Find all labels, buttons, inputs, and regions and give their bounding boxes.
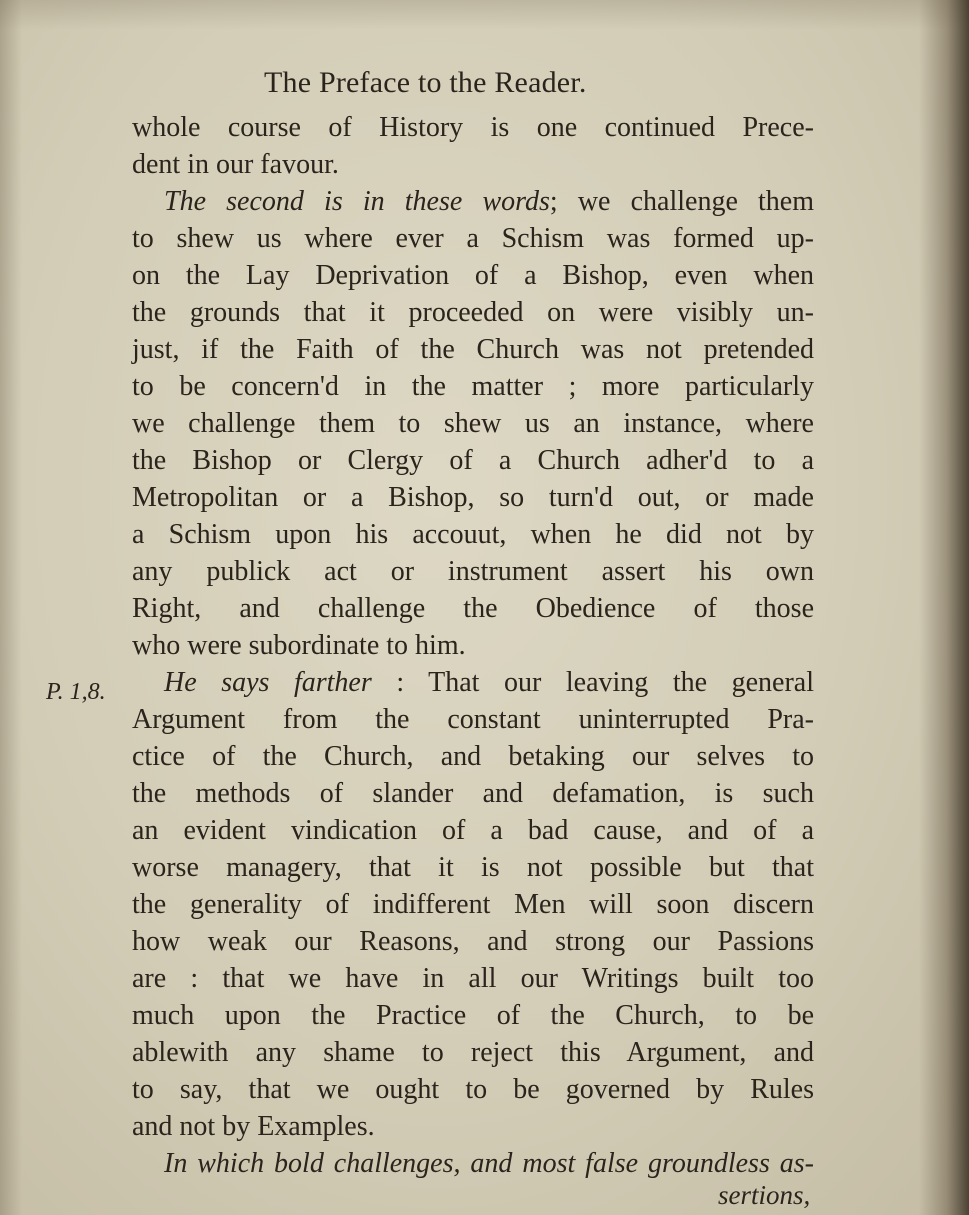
text-line: how weak our Reasons, and strong our Passions [132, 926, 814, 957]
text-line: ablewith any shame to reject this Argument, and [132, 1037, 814, 1068]
text-line: we challenge them to shew us an instance, where [132, 408, 814, 439]
text-line: are : that we have in all our Writings built too [132, 963, 814, 994]
text-line: the grounds that it proceeded on were visibly un- [132, 297, 814, 328]
text-line: to say, that we ought to be governed by Rules [132, 1074, 814, 1105]
text-line: He says farther : That our leaving the general [164, 667, 814, 698]
italic-phrase: He says farther [164, 667, 372, 698]
text-line: dent in our favour. [132, 149, 339, 180]
text-line: who were subordinate to him. [132, 630, 466, 661]
italic-phrase: The second is in these words [164, 186, 550, 217]
page-top-shadow [0, 0, 969, 30]
text-line: the Bishop or Clergy of a Church adher'd to a [132, 445, 814, 476]
text-line: The second is in these words; we challenge them [164, 186, 815, 217]
text-line: and not by Examples. [132, 1111, 375, 1142]
text-line: Right, and challenge the Obedience of those [132, 593, 814, 624]
text-line: on the Lay Deprivation of a Bishop, even when [132, 260, 814, 291]
catchword: sertions, [718, 1180, 811, 1210]
text-line: ctice of the Church, and betaking our selves to [132, 741, 814, 772]
text-line: just, if the Faith of the Church was not pretended [132, 334, 814, 365]
page-left-shadow [0, 0, 22, 1215]
text-line: to be concern'd in the matter ; more particularly [132, 371, 814, 402]
text-line: the generality of indifferent Men will soon discern [132, 889, 814, 920]
text-line: worse managery, that it is not possible but that [132, 852, 814, 883]
italic-phrase: In which bold challenges, and most false groundless as- [164, 1148, 814, 1179]
text-line: the methods of slander and defamation, is such [132, 778, 814, 809]
text-line: Metropolitan or a Bishop, so turn'd out, or made [132, 482, 814, 513]
margin-note: P. 1,8. [46, 679, 106, 705]
text-line: any publick act or instrument assert his own [132, 556, 814, 587]
text-line: Argument from the constant uninterrupted Pra- [132, 704, 814, 735]
text-line [164, 1147, 814, 1181]
text-line: to shew us where ever a Schism was formed up- [132, 223, 814, 254]
text-line: whole course of History is one continued Prece- [132, 112, 814, 143]
text-line: much upon the Practice of the Church, to be [132, 1000, 814, 1031]
running-head: The Preface to the Reader. [264, 66, 587, 99]
text-line: an evident vindication of a bad cause, and of a [132, 815, 814, 846]
page-binding-shadow [919, 0, 969, 1215]
text-line: a Schism upon his accouut, when he did not by [132, 519, 814, 550]
